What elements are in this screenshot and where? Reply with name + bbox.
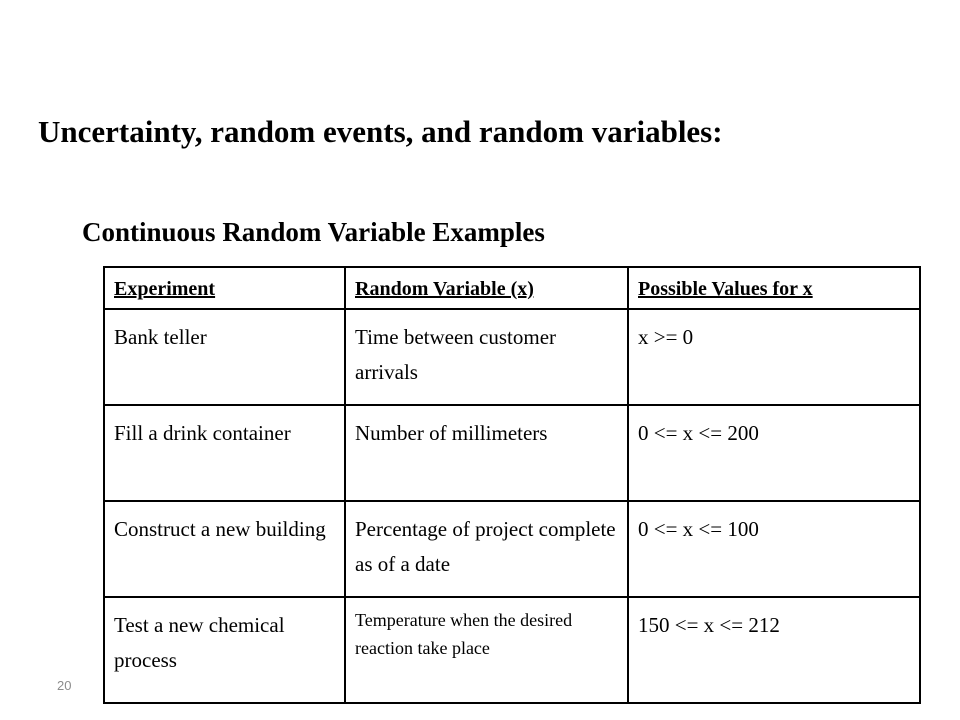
- table-header-row: [104, 267, 920, 309]
- slide-subtitle: Continuous Random Variable Examples: [82, 217, 545, 247]
- page-number: 20: [57, 678, 72, 693]
- cell-experiment: Fill a drink container: [104, 405, 345, 501]
- header-possible-values: Possible Values for x: [628, 267, 920, 309]
- table-row: [104, 405, 920, 501]
- cell-possible-values: 0 <= x <= 100: [628, 501, 920, 597]
- header-experiment: Experiment: [104, 267, 345, 309]
- table-row: [104, 309, 920, 405]
- header-random-variable: Random Variable (x): [345, 267, 628, 309]
- cell-experiment: Test a new chemical process: [104, 597, 345, 703]
- cell-experiment: Bank teller: [104, 309, 345, 405]
- cell-possible-values: x >= 0: [628, 309, 920, 405]
- cell-experiment: Construct a new building: [104, 501, 345, 597]
- cell-random-variable: Temperature when the desired reaction take place: [345, 597, 628, 703]
- cell-random-variable: Time between customer arrivals: [345, 309, 628, 405]
- cell-random-variable: Number of millimeters: [345, 405, 628, 501]
- slide-title: Uncertainty, random events, and random variables:: [38, 114, 723, 149]
- table-row: [104, 597, 920, 703]
- cell-possible-values: 150 <= x <= 212: [628, 597, 920, 703]
- cell-possible-values: 0 <= x <= 200: [628, 405, 920, 501]
- cell-random-variable: Percentage of project complete as of a date: [345, 501, 628, 597]
- examples-table: [103, 266, 921, 704]
- table-row: [104, 501, 920, 597]
